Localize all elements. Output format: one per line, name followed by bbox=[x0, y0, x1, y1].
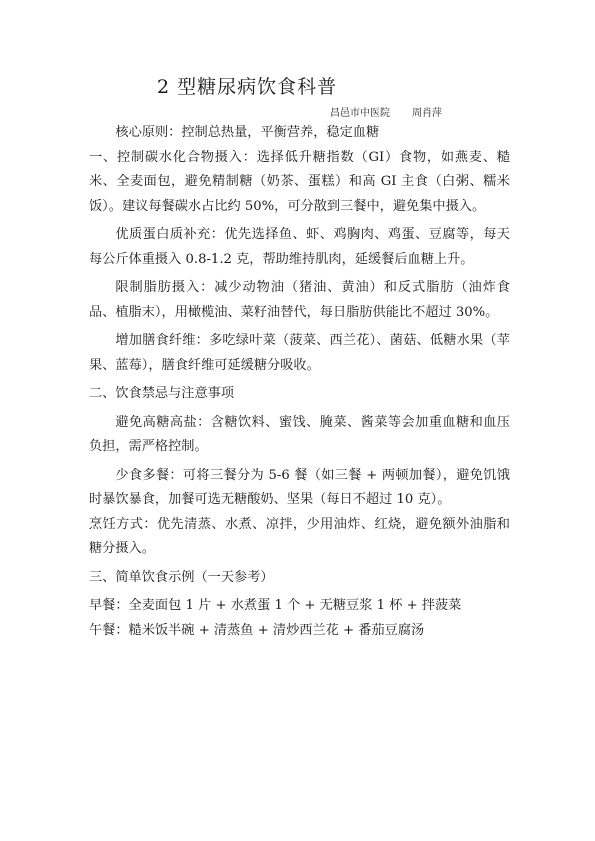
section-1-carbohydrate-paragraph: 一、控制碳水化合物摄入：选择低升糖指数（GI）食物，如燕麦、糙米、全麦面包，避免精制糖（奶茶、蛋糕）和高 GI 主食（白粥、糯米饭）。建议每餐碳水占比约 50%，可分散到三餐中，避免集中摄入。 bbox=[89, 149, 510, 214]
section-3-heading: 三、简单饮食示例（一天参考） bbox=[89, 569, 274, 585]
breakfast-example: 早餐：全麦面包 1 片 + 水煮蛋 1 个 + 无糖豆浆 1 杯 + 拌菠菜 bbox=[89, 598, 462, 613]
author-name: 周肖萍 bbox=[412, 108, 442, 119]
core-principle: 核心原则：控制总热量，平衡营养，稳定血糖 bbox=[115, 125, 380, 140]
section-2-heading: 二、饮食禁忌与注意事项 bbox=[89, 386, 235, 401]
lunch-example: 午餐：糙米饭半碗 + 清蒸鱼 + 清炒西兰花 + 番茄豆腐汤 bbox=[89, 622, 425, 638]
institution-name: 昌邑市中医院 bbox=[330, 108, 390, 119]
document-title: 2 型糖尿病饮食科普 bbox=[157, 76, 338, 98]
fat-paragraph: 限制脂肪摄入：减少动物油（猪油、黄油）和反式脂肪（油炸食品、植脂末），用橄榄油、菜籽油替代，每日脂肪供能比不超过 30%。 bbox=[89, 280, 510, 320]
byline bbox=[330, 104, 442, 119]
document-body bbox=[89, 121, 510, 643]
meals-paragraph: 少食多餐：可将三餐分为 5-6 餐（如三餐 + 两顿加餐），避免饥饿时暴饮暴食，加餐可选无糖酸奶、坚果（每日不超过 10 克）。 bbox=[89, 467, 510, 507]
fiber-paragraph: 增加膳食纤维：多吃绿叶菜（菠菜、西兰花）、菌菇、低糖水果（苹果、蓝莓），膳食纤维可延缓糖分吸收。 bbox=[89, 333, 510, 373]
sugar-salt-paragraph: 避免高糖高盐：含糖饮料、蜜饯、腌菜、酱菜等会加重血糖和血压负担，需严格控制。 bbox=[89, 414, 510, 454]
protein-paragraph: 优质蛋白质补充：优先选择鱼、虾、鸡胸肉、鸡蛋、豆腐等，每天每公斤体重摄入 0.8-1.2 克，帮助维持肌肉，延缓餐后血糖上升。 bbox=[89, 227, 510, 267]
cooking-paragraph: 烹饪方式：优先清蒸、水煮、凉拌，少用油炸、红烧，避免额外油脂和糖分摄入。 bbox=[89, 516, 510, 556]
